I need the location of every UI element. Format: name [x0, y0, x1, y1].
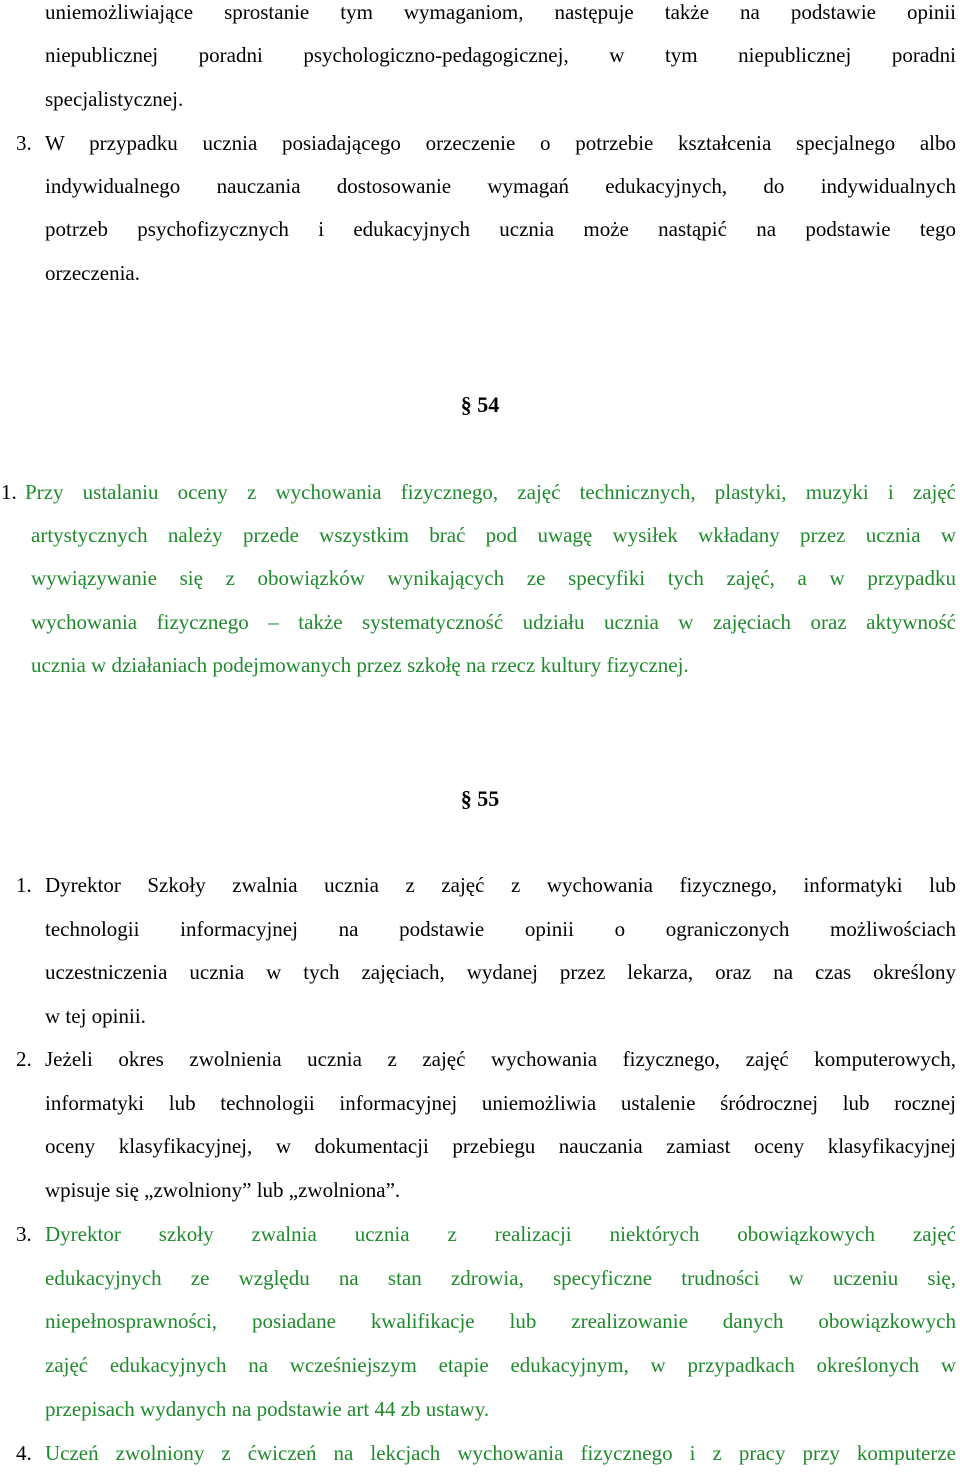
section-55-p1-line-4: w tej opinii.	[45, 1004, 146, 1028]
section-55-p4-line-1: Uczeń zwolniony z ćwiczeń na lekcjach wychowania fizycznego i z pracy przy komputerze	[45, 1441, 956, 1465]
section-55-p4-number: 4.	[16, 1441, 32, 1465]
section-54-p1-line-3: wywiązywanie się z obowiązków wynikających ze specyfiki tych zajęć, a w przypadku	[31, 566, 956, 590]
intro-line-1: uniemożliwiające sprostanie tym wymaganiom, następuje także na podstawie opinii	[45, 0, 956, 24]
item-3-line-3: potrzeb psychofizycznych i edukacyjnych ucznia może nastąpić na podstawie tego	[45, 217, 956, 241]
section-54-p1-number: 1.	[1, 480, 17, 504]
item-3-line-4: orzeczenia.	[45, 261, 141, 285]
section-55-p3-line-5: przepisach wydanych na podstawie art 44 zb ustawy.	[45, 1397, 490, 1421]
section-55-heading: § 55	[460, 786, 500, 811]
section-55-p3-line-4: zajęć edukacyjnych na wcześniejszym etapie edukacyjnym, w przypadkach określonych w	[45, 1353, 956, 1377]
section-55-p3-number: 3.	[16, 1222, 32, 1246]
intro-line-2: niepublicznej poradni psychologiczno-pedagogicznej, w tym niepublicznej poradni	[45, 43, 956, 67]
section-55-p1-line-2: technologii informacyjnej na podstawie opinii o ograniczonych możliwościach	[45, 917, 956, 941]
intro-line-3: specjalistycznej.	[45, 87, 184, 111]
item-3-number: 3.	[16, 131, 32, 155]
section-55-p3-line-1: Dyrektor szkoły zwalnia ucznia z realizacji niektórych obowiązkowych zajęć	[45, 1222, 956, 1246]
section-55-p2-line-3: oceny klasyfikacyjnej, w dokumentacji przebiegu nauczania zamiast oceny klasyfikacyjnej	[45, 1134, 956, 1158]
item-3-line-2: indywidualnego nauczania dostosowanie wymagań edukacyjnych, do indywidualnych	[45, 174, 956, 198]
item-3-line-1: W przypadku ucznia posiadającego orzeczenie o potrzebie kształcenia specjalnego albo	[45, 131, 956, 155]
section-55-p1-line-3: uczestniczenia ucznia w tych zajęciach, wydanej przez lekarza, oraz na czas określony	[45, 960, 956, 984]
section-55-p1-number: 1.	[16, 873, 32, 897]
section-55-p3-line-3: niepełnosprawności, posiadane kwalifikacje lub zrealizowanie danych obowiązkowych	[45, 1309, 956, 1333]
section-55-p2-line-4: wpisuje się „zwolniony” lub „zwolniona”.	[45, 1178, 401, 1202]
section-54-p1-line-4: wychowania fizycznego – także systematyczność udziału ucznia w zajęciach oraz aktywność	[31, 610, 956, 634]
section-55-p2-line-2: informatyki lub technologii informacyjnej uniemożliwia ustalenie śródrocznej lub rocznej	[45, 1091, 956, 1115]
section-55-p2-number: 2.	[16, 1047, 32, 1071]
section-54-p1-line-5: ucznia w działaniach podejmowanych przez szkołę na rzecz kultury fizycznej.	[31, 653, 689, 677]
section-55-p1-line-1: Dyrektor Szkoły zwalnia ucznia z zajęć z wychowania fizycznego, informatyki lub	[45, 873, 956, 897]
section-55-p3-line-2: edukacyjnych ze względu na stan zdrowia, specyficzne trudności w uczeniu się,	[45, 1266, 956, 1290]
section-55-p2-line-1: Jeżeli okres zwolnienia ucznia z zajęć wychowania fizycznego, zajęć komputerowych,	[45, 1047, 956, 1071]
section-54-p1-line-1: Przy ustalaniu oceny z wychowania fizycznego, zajęć technicznych, plastyki, muzyki i zajęć	[25, 480, 956, 504]
section-54-p1-line-2: artystycznych należy przede wszystkim brać pod uwagę wysiłek wkładany przez ucznia w	[31, 523, 956, 547]
section-54-heading: § 54	[460, 392, 500, 417]
